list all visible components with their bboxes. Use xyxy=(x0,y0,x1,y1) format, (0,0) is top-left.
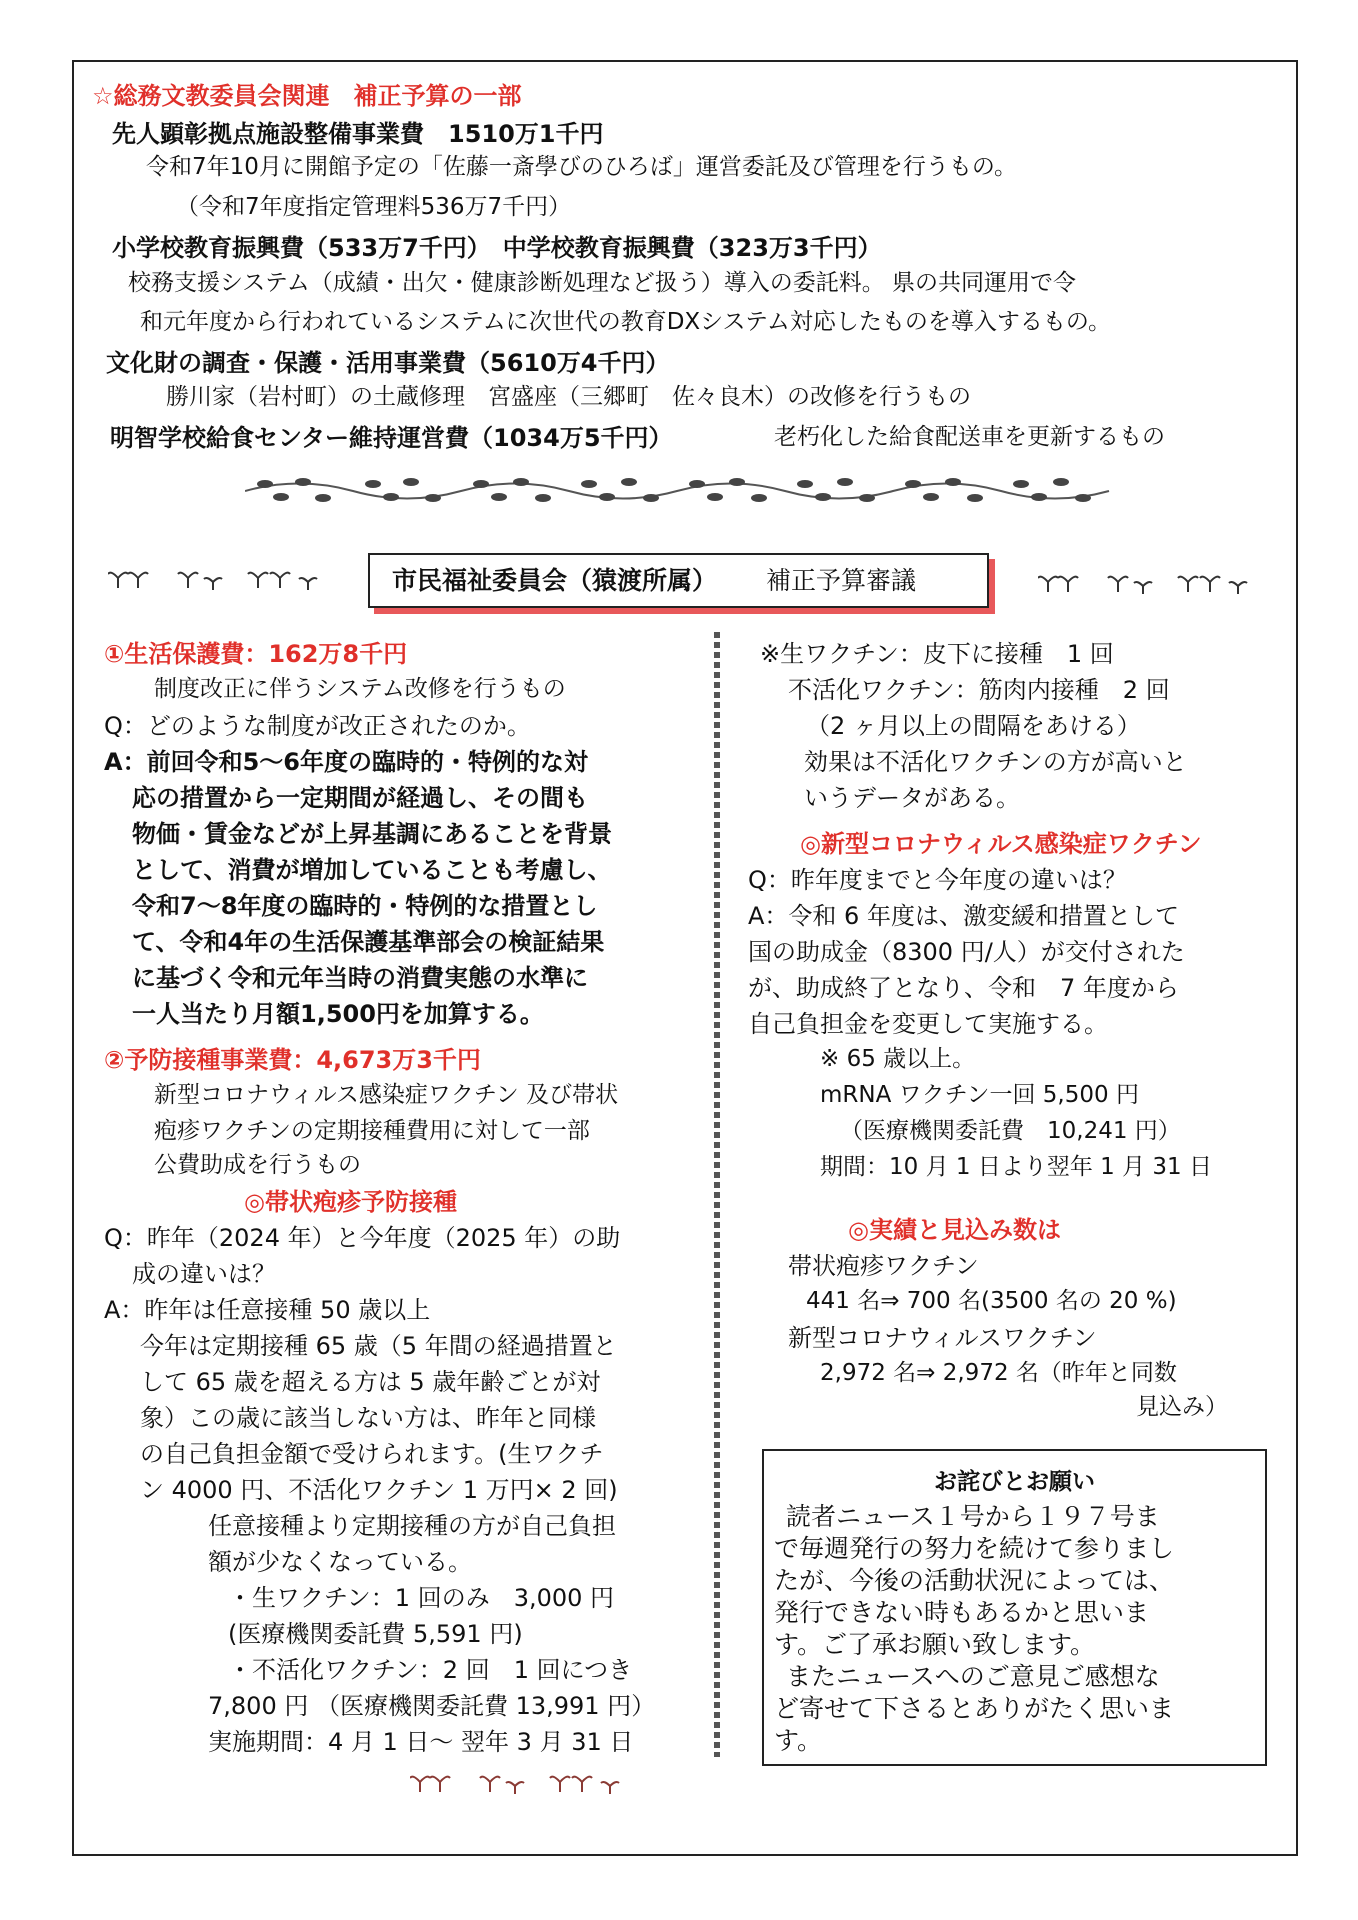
vine-divider-icon xyxy=(245,470,1110,512)
subsection-title: ◎実績と見込み数は xyxy=(848,1216,1061,1244)
answer-line: 応の措置から一定期間が経過し、その間も xyxy=(132,784,588,812)
result-line: 2,972 名⇒ 2,972 名（昨年と同数 xyxy=(820,1360,1177,1386)
answer-line: に基づく令和元年当時の消費実態の水準に xyxy=(132,964,588,992)
sprout-decoration-icon xyxy=(108,566,348,592)
paragraph-line: 制度改正に伴うシステム改修を行うもの xyxy=(154,676,566,702)
answer-line: 期間：10 月 1 日より翌年 1 月 31 日 xyxy=(820,1154,1212,1180)
result-line: 見込み） xyxy=(1136,1394,1228,1420)
item-text: （令和7年度指定管理料536万7千円） xyxy=(176,194,572,220)
answer-line: 自己負担金を変更して実施する。 xyxy=(748,1010,1108,1038)
committee-banner xyxy=(368,553,989,608)
item-text: 勝川家（岩村町）の土蔵修理 宮盛座（三郷町 佐々良木）の改修を行うもの xyxy=(166,384,971,410)
answer-line: ・不活化ワクチン：2 回 1 回につき xyxy=(228,1656,633,1684)
answer-line: 象）この歳に該当しない方は、昨年と同様 xyxy=(140,1404,596,1432)
item-text: 老朽化した給食配送車を更新するもの xyxy=(774,424,1165,450)
question-line: 成の違いは？ xyxy=(132,1260,276,1288)
item-text: 令和7年10月に開館予定の「佐藤一斎學びのひろば」運営委託及び管理を行うもの。 xyxy=(146,154,1017,180)
answer-line: 令和7～8年度の臨時的・特例的な措置とし xyxy=(132,892,598,920)
section-title: ①生活保護費：162万8千円 xyxy=(104,640,408,668)
item-title: 小学校教育振興費（533万7千円） 中学校教育振興費（323万3千円） xyxy=(112,234,882,262)
paragraph-line: ※生ワクチン：皮下に接種 1 回 xyxy=(760,640,1114,668)
paragraph-line: （2 ヶ月以上の間隔をあける） xyxy=(806,712,1141,740)
item-text: 和元年度から行われているシステムに次世代の教育DXシステム対応したものを導入するもの。 xyxy=(140,309,1111,335)
answer-line: mRNA ワクチン一回 5,500 円 xyxy=(820,1082,1139,1108)
item-title: 文化財の調査・保護・活用事業費（5610万4千円） xyxy=(106,349,670,377)
answer-line: 物価・賃金などが上昇基調にあることを背景 xyxy=(132,820,612,848)
answer-line: 国の助成金（8300 円/人）が交付された xyxy=(748,938,1185,966)
paragraph-line: 新型コロナウィルス感染症ワクチン 及び帯状 xyxy=(154,1082,619,1108)
answer-line: が、助成終了となり、令和 7 年度から xyxy=(748,974,1179,1002)
answer-line: て、令和4年の生活保護基準部会の検証結果 xyxy=(132,928,605,956)
paragraph-line: いうデータがある。 xyxy=(804,784,1020,812)
notice-line: 読者ニュース１号から１９７号ま xyxy=(786,1502,1160,1531)
notice-line: またニュースへのご意見ご感想な xyxy=(786,1662,1160,1691)
notice-line: ど寄せて下さるとありがたく思いま xyxy=(774,1694,1175,1723)
answer-line: として、消費が増加していることも考慮し、 xyxy=(132,856,612,884)
answer-line: 今年は定期接種 65 歳（5 年間の経過措置と xyxy=(140,1332,617,1360)
paragraph-line: 不活化ワクチン：筋肉内接種 2 回 xyxy=(788,676,1170,704)
answer-line: A：前回令和5～6年度の臨時的・特例的な対 xyxy=(104,748,588,776)
notice-line: たが、今後の活動状況によっては、 xyxy=(774,1566,1175,1595)
answer-line: ※ 65 歳以上。 xyxy=(820,1046,976,1072)
question-line: Q：昨年度までと今年度の違いは？ xyxy=(748,866,1127,894)
question-line: Q：どのような制度が改正されたのか。 xyxy=(104,712,531,740)
banner-title: 市民福祉委員会（猿渡所属） xyxy=(392,566,718,595)
subsection-title: ◎新型コロナウィルス感染症ワクチン xyxy=(800,830,1202,858)
banner-subtitle: 補正予算審議 xyxy=(766,566,917,595)
answer-line: 一人当たり月額1,500円を加算する。 xyxy=(132,1000,544,1028)
notice-title: お詫びとお願い xyxy=(934,1469,1095,1495)
answer-line: A：令和 6 年度は、激変緩和措置として xyxy=(748,902,1179,930)
answer-line: （医療機関委託費 10,241 円） xyxy=(840,1118,1181,1144)
sprout-decoration-icon xyxy=(410,1770,650,1796)
subsection-title: ◎帯状疱疹予防接種 xyxy=(244,1188,457,1216)
answer-line: の自己負担金額で受けられます。(生ワクチ xyxy=(140,1440,604,1468)
answer-line: ・生ワクチン：1 回のみ 3,000 円 xyxy=(228,1584,615,1612)
paragraph-line: 疱疹ワクチンの定期接種費用に対して一部 xyxy=(154,1118,590,1144)
item-title: 先人顕彰拠点施設整備事業費 1510万1千円 xyxy=(112,120,604,148)
answer-line: 任意接種より定期接種の方が自己負担 xyxy=(208,1512,616,1540)
paragraph-line: 公費助成を行うもの xyxy=(154,1152,361,1178)
question-line: Q：昨年（2024 年）と今年度（2025 年）の助 xyxy=(104,1224,621,1252)
paragraph-line: 効果は不活化ワクチンの方が高いと xyxy=(804,748,1187,776)
answer-line: A：昨年は任意接種 50 歳以上 xyxy=(104,1296,431,1324)
answer-line: ン 4000 円、不活化ワクチン 1 万円× 2 回) xyxy=(140,1476,618,1504)
sprout-decoration-icon xyxy=(1038,570,1278,596)
section-heading: ☆総務文教委員会関連 補正予算の一部 xyxy=(92,82,522,110)
notice-line: 発行できない時もあるかと思いま xyxy=(774,1598,1150,1627)
section-title: ②予防接種事業費：4,673万3千円 xyxy=(104,1046,481,1074)
column-divider xyxy=(714,632,720,1757)
result-line: 441 名⇒ 700 名(3500 名の 20 %) xyxy=(806,1288,1177,1314)
notice-line: す。 xyxy=(774,1726,823,1755)
notice-line: で毎週発行の努力を続けて参りまし xyxy=(774,1534,1175,1563)
answer-line: 実施期間：4 月 1 日～ 翌年 3 月 31 日 xyxy=(208,1728,634,1756)
answer-line: 7,800 円 （医療機関委託費 13,991 円） xyxy=(208,1692,656,1720)
item-text: 校務支援システム（成績・出欠・健康診断処理など扱う）導入の委託料。 県の共同運用で令 xyxy=(128,270,1077,296)
answer-line: (医療機関委託費 5,591 円) xyxy=(228,1620,523,1648)
result-line: 帯状疱疹ワクチン xyxy=(788,1252,979,1280)
item-title: 明智学校給食センター維持運営費（1034万5千円） xyxy=(110,424,673,452)
apology-notice-box xyxy=(762,1449,1267,1766)
result-line: 新型コロナウィルスワクチン xyxy=(788,1324,1097,1352)
answer-line: 額が少なくなっている。 xyxy=(208,1548,472,1576)
notice-line: す。ご了承お願い致します。 xyxy=(774,1630,1096,1659)
answer-line: して 65 歳を超える方は 5 歳年齢ごとが対 xyxy=(140,1368,601,1396)
